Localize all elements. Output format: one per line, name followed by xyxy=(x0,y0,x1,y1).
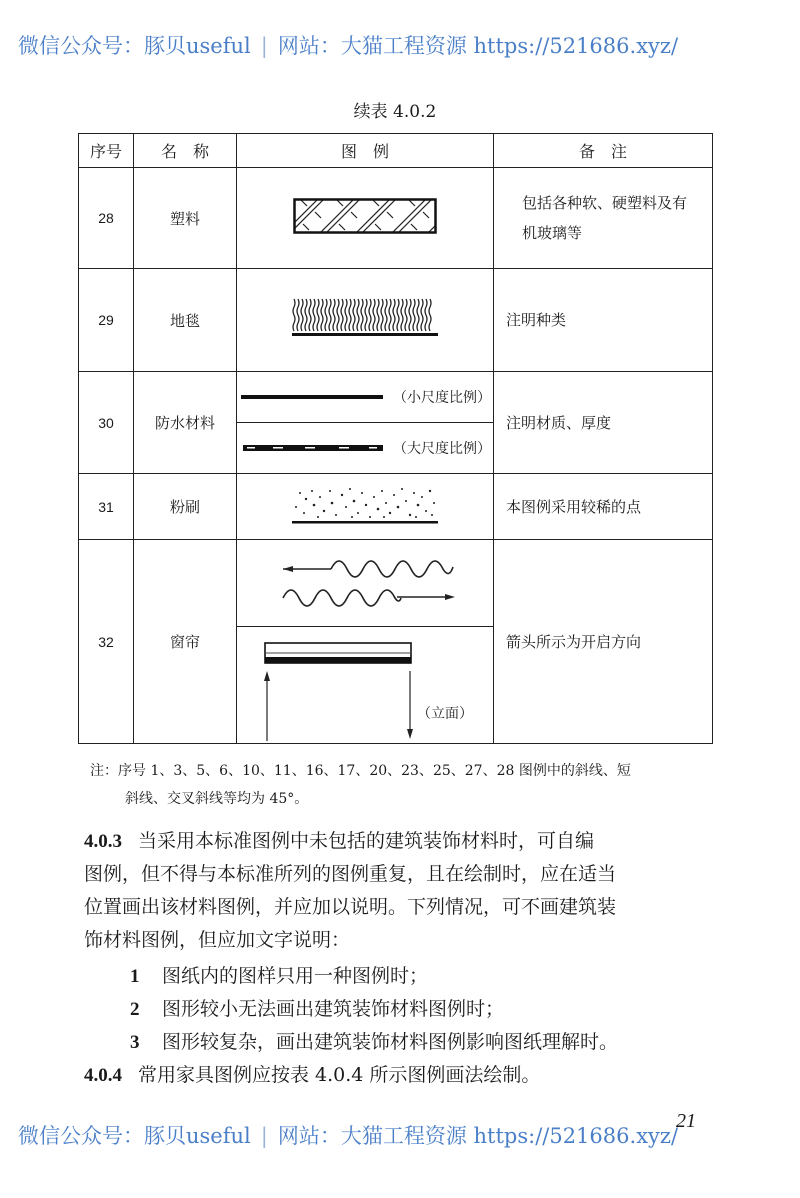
list-item xyxy=(130,1026,618,1059)
clause-number: 4.0.4 xyxy=(84,1065,122,1086)
row-no: 28 xyxy=(79,168,134,269)
row-legend xyxy=(237,474,494,540)
paragraph-text: 常用家具图例应按表 4.0.4 所示图例画法绘制。 xyxy=(138,1064,541,1086)
section-4-0-3 xyxy=(84,825,774,957)
row-legend xyxy=(237,269,494,372)
carpet-pattern-icon xyxy=(292,297,438,339)
watermark-site: 网站：大猫工程资源 https://521686.xyz/ xyxy=(277,34,679,58)
legend-curtain-elevation xyxy=(237,627,493,743)
row-no: 29 xyxy=(79,269,134,372)
list-index: 3 xyxy=(130,1032,140,1053)
waterproof-small-scale-icon xyxy=(241,394,383,400)
list-text: 图形较小无法画出建筑装饰材料图例时； xyxy=(162,998,505,1020)
row-remark: 注明材质、厚度 xyxy=(494,372,713,474)
list-index: 2 xyxy=(130,999,140,1020)
plastic-crosshatch-icon xyxy=(293,198,437,234)
scale-large-label: （大尺度比例） xyxy=(393,441,491,457)
page-number: 21 xyxy=(676,1110,696,1132)
row-name: 粉刷 xyxy=(134,474,237,540)
table-note xyxy=(90,757,770,813)
plaster-dots-icon xyxy=(292,485,438,525)
row-no: 30 xyxy=(79,372,134,474)
row-name: 窗帘 xyxy=(134,540,237,744)
header-name: 名 称 xyxy=(134,134,237,168)
header-no: 序号 xyxy=(79,134,134,168)
table-row xyxy=(79,269,713,372)
clause-number: 4.0.3 xyxy=(84,831,122,852)
row-name: 塑料 xyxy=(134,168,237,269)
paragraph-text: 当采用本标准图例中未包括的建筑装饰材料时，可自编 xyxy=(138,830,595,852)
list-item xyxy=(130,960,428,993)
list-index: 1 xyxy=(130,966,140,987)
row-remark xyxy=(494,168,713,269)
section-4-0-3-line-1 xyxy=(84,825,774,858)
table-caption: 续表 4.0.2 xyxy=(353,102,437,122)
material-legend-table xyxy=(78,133,713,744)
row-legend xyxy=(237,168,494,269)
legend-large-scale xyxy=(237,423,493,473)
scale-small-label: （小尺度比例） xyxy=(393,390,491,406)
table-row xyxy=(79,372,713,474)
watermark-separator: | xyxy=(260,34,268,58)
note-line-2: 斜线、交叉斜线等均为 45°。 xyxy=(125,791,309,807)
note-line-1: 注：序号 1、3、5、6、10、11、16、17、20、23、25、27、28 图例中的斜线、短 xyxy=(90,763,631,779)
curtain-wave-arrows-icon xyxy=(237,540,494,626)
row-remark: 注明种类 xyxy=(494,269,713,372)
row-legend xyxy=(237,540,494,744)
elevation-label: （立面） xyxy=(417,706,473,722)
curtain-elevation-icon xyxy=(237,627,494,743)
row-no: 32 xyxy=(79,540,134,744)
row-remark: 本图例采用较稀的点 xyxy=(494,474,713,540)
watermark-separator: | xyxy=(260,1124,268,1148)
section-4-0-4 xyxy=(84,1059,774,1092)
section-4-0-3-line-2: 图例，但不得与本标准所列的图例重复，且在绘制时，应在适当 xyxy=(84,863,617,885)
table-row xyxy=(79,168,713,269)
table-row xyxy=(79,540,713,744)
watermark-site: 网站：大猫工程资源 https://521686.xyz/ xyxy=(277,1124,679,1148)
section-4-0-3-line-4: 饰材料图例，但应加文字说明： xyxy=(84,929,351,951)
list-text: 图纸内的图样只用一种图例时； xyxy=(162,965,429,987)
waterproof-large-scale-icon xyxy=(243,444,383,452)
row-no: 31 xyxy=(79,474,134,540)
watermark-bottom xyxy=(18,1120,798,1150)
watermark-wechat: 微信公众号：豚贝useful xyxy=(18,1124,251,1148)
legend-small-scale xyxy=(237,372,493,423)
row-remark: 箭头所示为开启方向 xyxy=(494,540,713,744)
row-name: 地毯 xyxy=(134,269,237,372)
row-legend xyxy=(237,372,494,474)
watermark-top xyxy=(18,30,798,60)
row-name: 防水材料 xyxy=(134,372,237,474)
table-row xyxy=(79,474,713,540)
section-4-0-3-line-3: 位置画出该材料图例，并应加以说明。下列情况，可不画建筑装 xyxy=(84,896,617,918)
header-legend: 图 例 xyxy=(237,134,494,168)
legend-curtain-plan xyxy=(237,540,493,627)
remark-text: 包括各种软、硬塑料及有机玻璃等 xyxy=(522,194,688,242)
watermark-wechat: 微信公众号：豚贝useful xyxy=(18,34,251,58)
list-item xyxy=(130,993,504,1026)
table-header-row xyxy=(79,134,713,168)
list-text: 图形较复杂，画出建筑装饰材料图例影响图纸理解时。 xyxy=(162,1031,619,1053)
header-remark: 备 注 xyxy=(494,134,713,168)
